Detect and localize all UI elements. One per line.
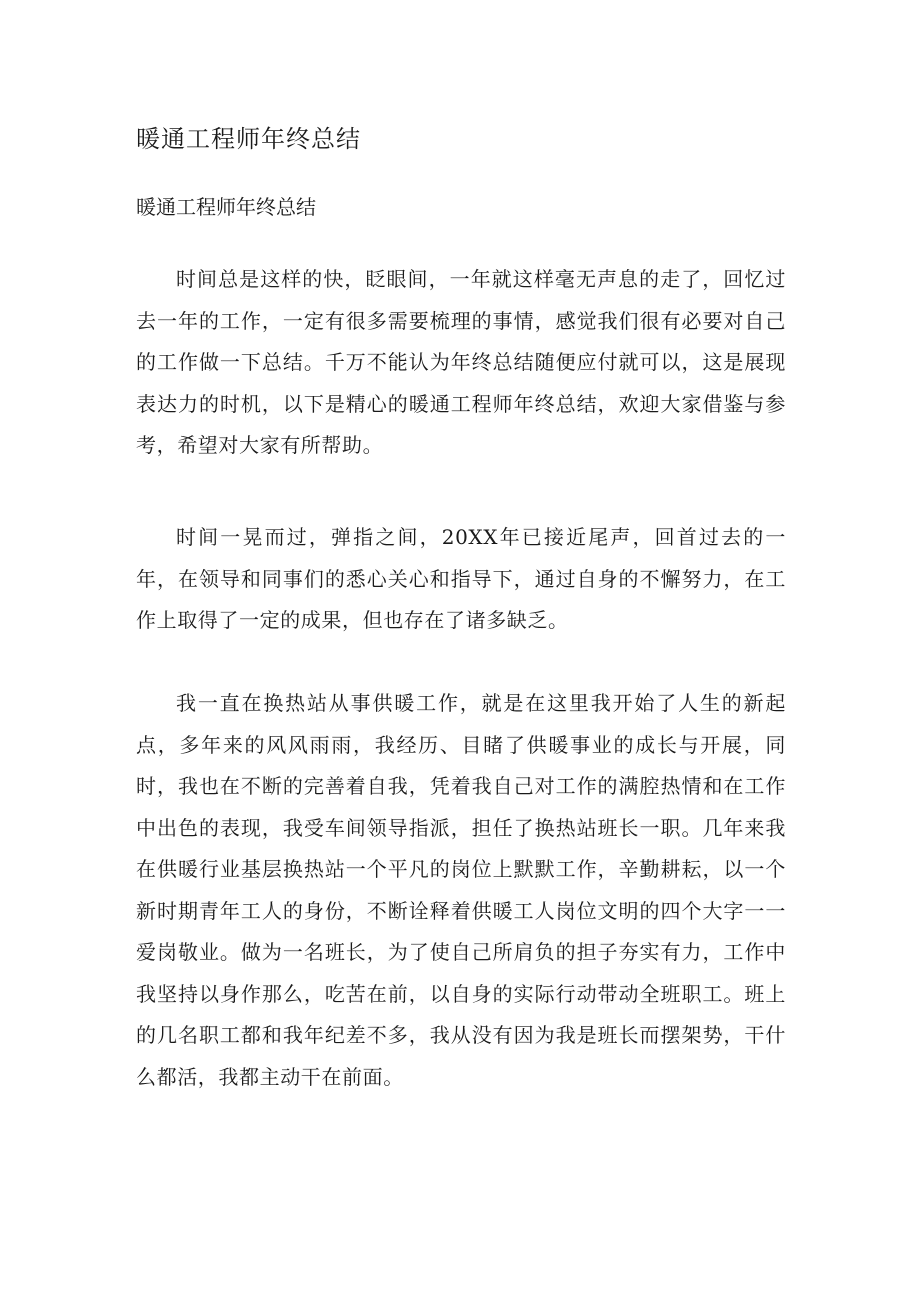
paragraph-intro: 时间总是这样的快，眨眼间，一年就这样毫无声息的走了，回忆过去一年的工作，一定有很多需要梳理的事情，感觉我们很有必要对自己的工作做一下总结。千万不能认为年终总结随便应付就可以，这是展现表达力的时机，以下是精心的暖通工程师年终总结，欢迎大家借鉴与参考，希望对大家有所帮助。 — [136, 267, 786, 457]
paragraph-work-experience: 我一直在换热站从事供暖工作，就是在这里我开始了人生的新起点，多年来的风风雨雨，我经历、目睹了供暖事业的成长与开展，同时，我也在不断的完善着自我，凭着我自己对工作的满腔热情和在工作中出色的表现，我受车间领导指派，担任了换热站班长一职。几年来我在供暖行业基层换热站一个平凡的岗位上默默工作，辛勤耕耘，以一个新时期青年工人的身份，不断诠释着供暖工人岗位文明的四个大字一一爱岗敬业。做为一名班长，为了使自己所肩负的担子夯实有力，工作中我坚持以身作那么，吃苦在前，以自身的实际行动带动全班职工。班上的几名职工都和我年纪差不多，我从没有因为我是班长而摆架势，干什么都活，我都主动干在前面。 — [136, 691, 786, 1089]
document-title: 暖通工程师年终总结 — [136, 125, 361, 153]
document-subtitle: 暖通工程师年终总结 — [136, 195, 316, 219]
paragraph-review: 时间一晃而过，弹指之间，20XX年已接近尾声，回首过去的一年，在领导和同事们的悉心关心和指导下，通过自身的不懈努力，在工作上取得了一定的成果，但也存在了诸多缺乏。 — [136, 525, 786, 632]
